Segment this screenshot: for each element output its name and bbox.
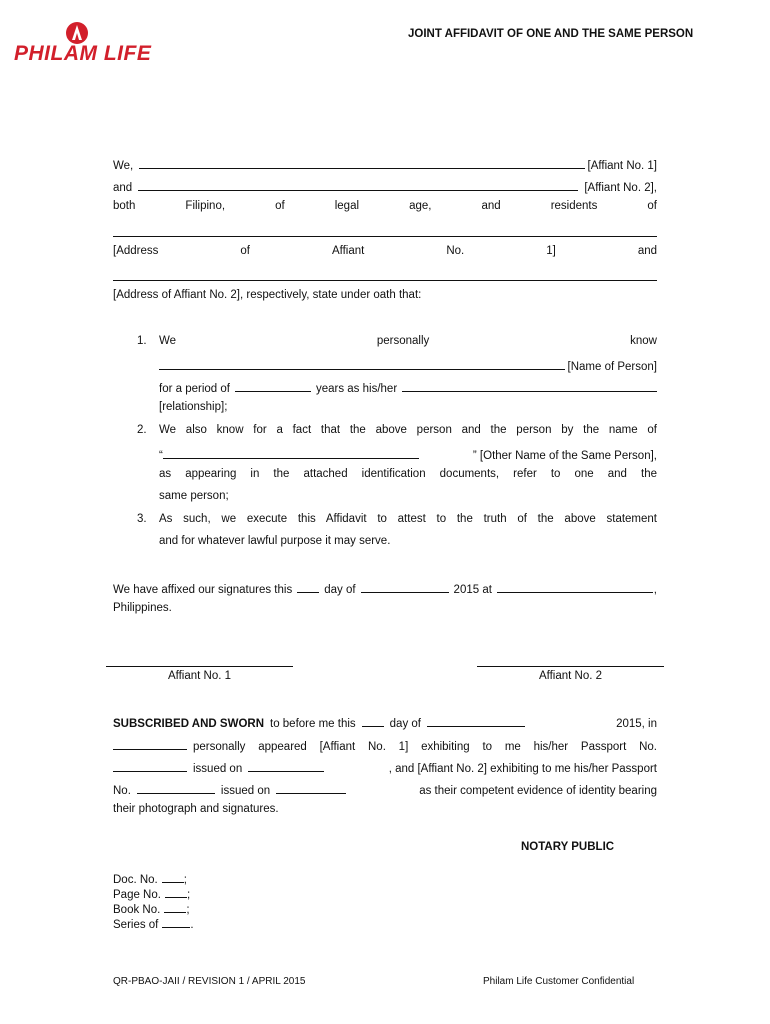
item2-line1 <box>137 424 657 436</box>
item3-text: As such, we execute this Affidavit to attest to the truth of the above statement <box>159 513 657 525</box>
page-no-blank <box>165 885 187 898</box>
page-no-label: Page No. <box>113 889 161 901</box>
jurat-text-4b: issued on <box>220 785 271 797</box>
jurat-bold: SUBSCRIBED AND SWORN <box>113 718 264 730</box>
address1-line <box>113 245 657 257</box>
affiant2-signature-line <box>477 666 664 667</box>
semicolon: ; <box>186 904 190 916</box>
word: legal <box>334 200 360 212</box>
relationship-blank <box>402 379 657 392</box>
signed-text-a: We have affixed our signatures this <box>113 584 293 596</box>
jurat-line4 <box>113 781 657 797</box>
item1-number: 1. <box>137 335 147 347</box>
book-no-blank <box>164 900 186 913</box>
word: of <box>647 200 657 212</box>
passport1-date-blank <box>248 759 324 772</box>
person-name-blank <box>159 357 565 370</box>
semicolon: ; <box>183 874 187 886</box>
notary-public-label: NOTARY PUBLIC <box>521 841 615 853</box>
signed-country: Philippines. <box>113 602 172 614</box>
affiant2-label: [Affiant No. 2], <box>584 182 657 194</box>
item1-line3 <box>159 379 657 395</box>
word: 1] <box>546 245 556 257</box>
we-text: We, <box>113 160 134 172</box>
jurat-text-4c: as their competent evidence of identity bearing <box>419 785 657 797</box>
affiant1-signature-label: Affiant No. 1 <box>167 670 232 682</box>
jurat-line3 <box>113 759 657 775</box>
jurat-text-a: to before me this <box>270 718 356 730</box>
period: . <box>190 919 194 931</box>
relationship-label: [relationship]; <box>159 401 228 413</box>
word: of <box>240 245 250 257</box>
word: Affiant <box>331 245 365 257</box>
book-no-label: Book No. <box>113 904 161 916</box>
word: No. <box>446 245 465 257</box>
item3-line2: and for whatever lawful purpose it may serve. <box>159 535 391 547</box>
word: and <box>637 245 657 257</box>
item2-text: We also know for a fact that the above person and the person by the name of <box>159 424 657 436</box>
affiant2-address-blank <box>113 280 657 281</box>
other-name-label: ” [Other Name of the Same Person], <box>472 450 657 462</box>
jurat-text-2: personally appeared [Affiant No. 1] exhibiting to me his/her Passport No. <box>193 741 657 753</box>
word: residents <box>550 200 598 212</box>
signed-line <box>113 580 657 596</box>
period-text: for a period of <box>159 383 230 395</box>
years-blank <box>235 379 311 392</box>
series-label: Series of <box>113 919 159 931</box>
jurat-text-c: 2015, in <box>616 718 657 730</box>
word: both <box>113 200 136 212</box>
item2-line2 <box>159 446 657 462</box>
jurat-line5: their photograph and signatures. <box>113 803 279 815</box>
doc-no-line <box>113 870 187 886</box>
jurat-month-blank <box>427 714 525 727</box>
other-name-blank <box>163 446 419 459</box>
signed-place-blank <box>497 580 653 593</box>
passport1-blank <box>113 759 187 772</box>
document-title: JOINT AFFIDAVIT OF ONE AND THE SAME PERSON <box>408 28 694 40</box>
word: We <box>159 335 177 347</box>
person-name-label: [Name of Person] <box>567 361 657 373</box>
series-line <box>113 915 194 931</box>
word: of <box>275 200 285 212</box>
jurat-text-3b: , and [Affiant No. 2] exhibiting to me his/her Passport <box>388 763 657 775</box>
affiant1-address-blank <box>113 236 657 237</box>
semicolon: ; <box>186 889 191 901</box>
open-quote: “ <box>159 450 163 462</box>
word: age, <box>409 200 432 212</box>
word: know <box>630 335 657 347</box>
jurat-text-b: day of <box>389 718 421 730</box>
intro-we-line <box>113 156 657 172</box>
signed-day-blank <box>297 580 319 593</box>
doc-no-blank <box>162 870 184 883</box>
affiant1-signature-line <box>106 666 293 667</box>
jurat-line2 <box>113 737 657 753</box>
logo-text: PHILAM LIFE <box>14 42 152 65</box>
item3-line1 <box>137 513 657 525</box>
passport2-date-blank <box>276 781 346 794</box>
intro-and-line <box>113 178 657 194</box>
jurat-text-3a: issued on <box>193 763 243 775</box>
signed-text-b: day of <box>324 584 356 596</box>
item1-line2 <box>159 357 657 373</box>
word: [Address <box>113 245 159 257</box>
item3-number: 3. <box>137 513 147 525</box>
affiant2-name-blank <box>138 178 578 191</box>
signed-month-blank <box>361 580 449 593</box>
years-text: years as his/her <box>315 383 398 395</box>
item1-line1 <box>137 335 657 347</box>
word: Filipino, <box>185 200 226 212</box>
jurat-day-blank <box>362 714 384 727</box>
affiant2-signature-label: Affiant No. 2 <box>538 670 603 682</box>
book-no-line <box>113 900 190 916</box>
item2-number: 2. <box>137 424 147 436</box>
passport2-blank <box>137 781 215 794</box>
word: personally <box>376 335 430 347</box>
series-blank <box>162 915 190 928</box>
signed-comma: , <box>653 584 657 596</box>
page-no-line <box>113 885 190 901</box>
signed-text-c: 2015 at <box>453 584 492 596</box>
footer-revision: QR-PBAO-JAII / REVISION 1 / APRIL 2015 <box>113 976 306 987</box>
and-text: and <box>113 182 133 194</box>
affiant1-name-blank <box>139 156 584 169</box>
doc-no-label: Doc. No. <box>113 874 158 886</box>
company-logo <box>14 20 204 70</box>
word: and <box>481 200 501 212</box>
footer-confidential: Philam Life Customer Confidential <box>483 976 635 987</box>
address2-text: [Address of Affiant No. 2], respectively, state under oath that: <box>113 289 422 301</box>
intro-both-line <box>113 200 657 212</box>
jurat-place-blank <box>113 737 187 750</box>
jurat-text-4a: No. <box>113 785 131 797</box>
item2-line3: as appearing in the attached identification documents, refer to one and the <box>159 468 657 480</box>
jurat-line1 <box>113 714 657 730</box>
affiant1-label: [Affiant No. 1] <box>587 160 657 172</box>
item2-line4: same person; <box>159 490 229 502</box>
